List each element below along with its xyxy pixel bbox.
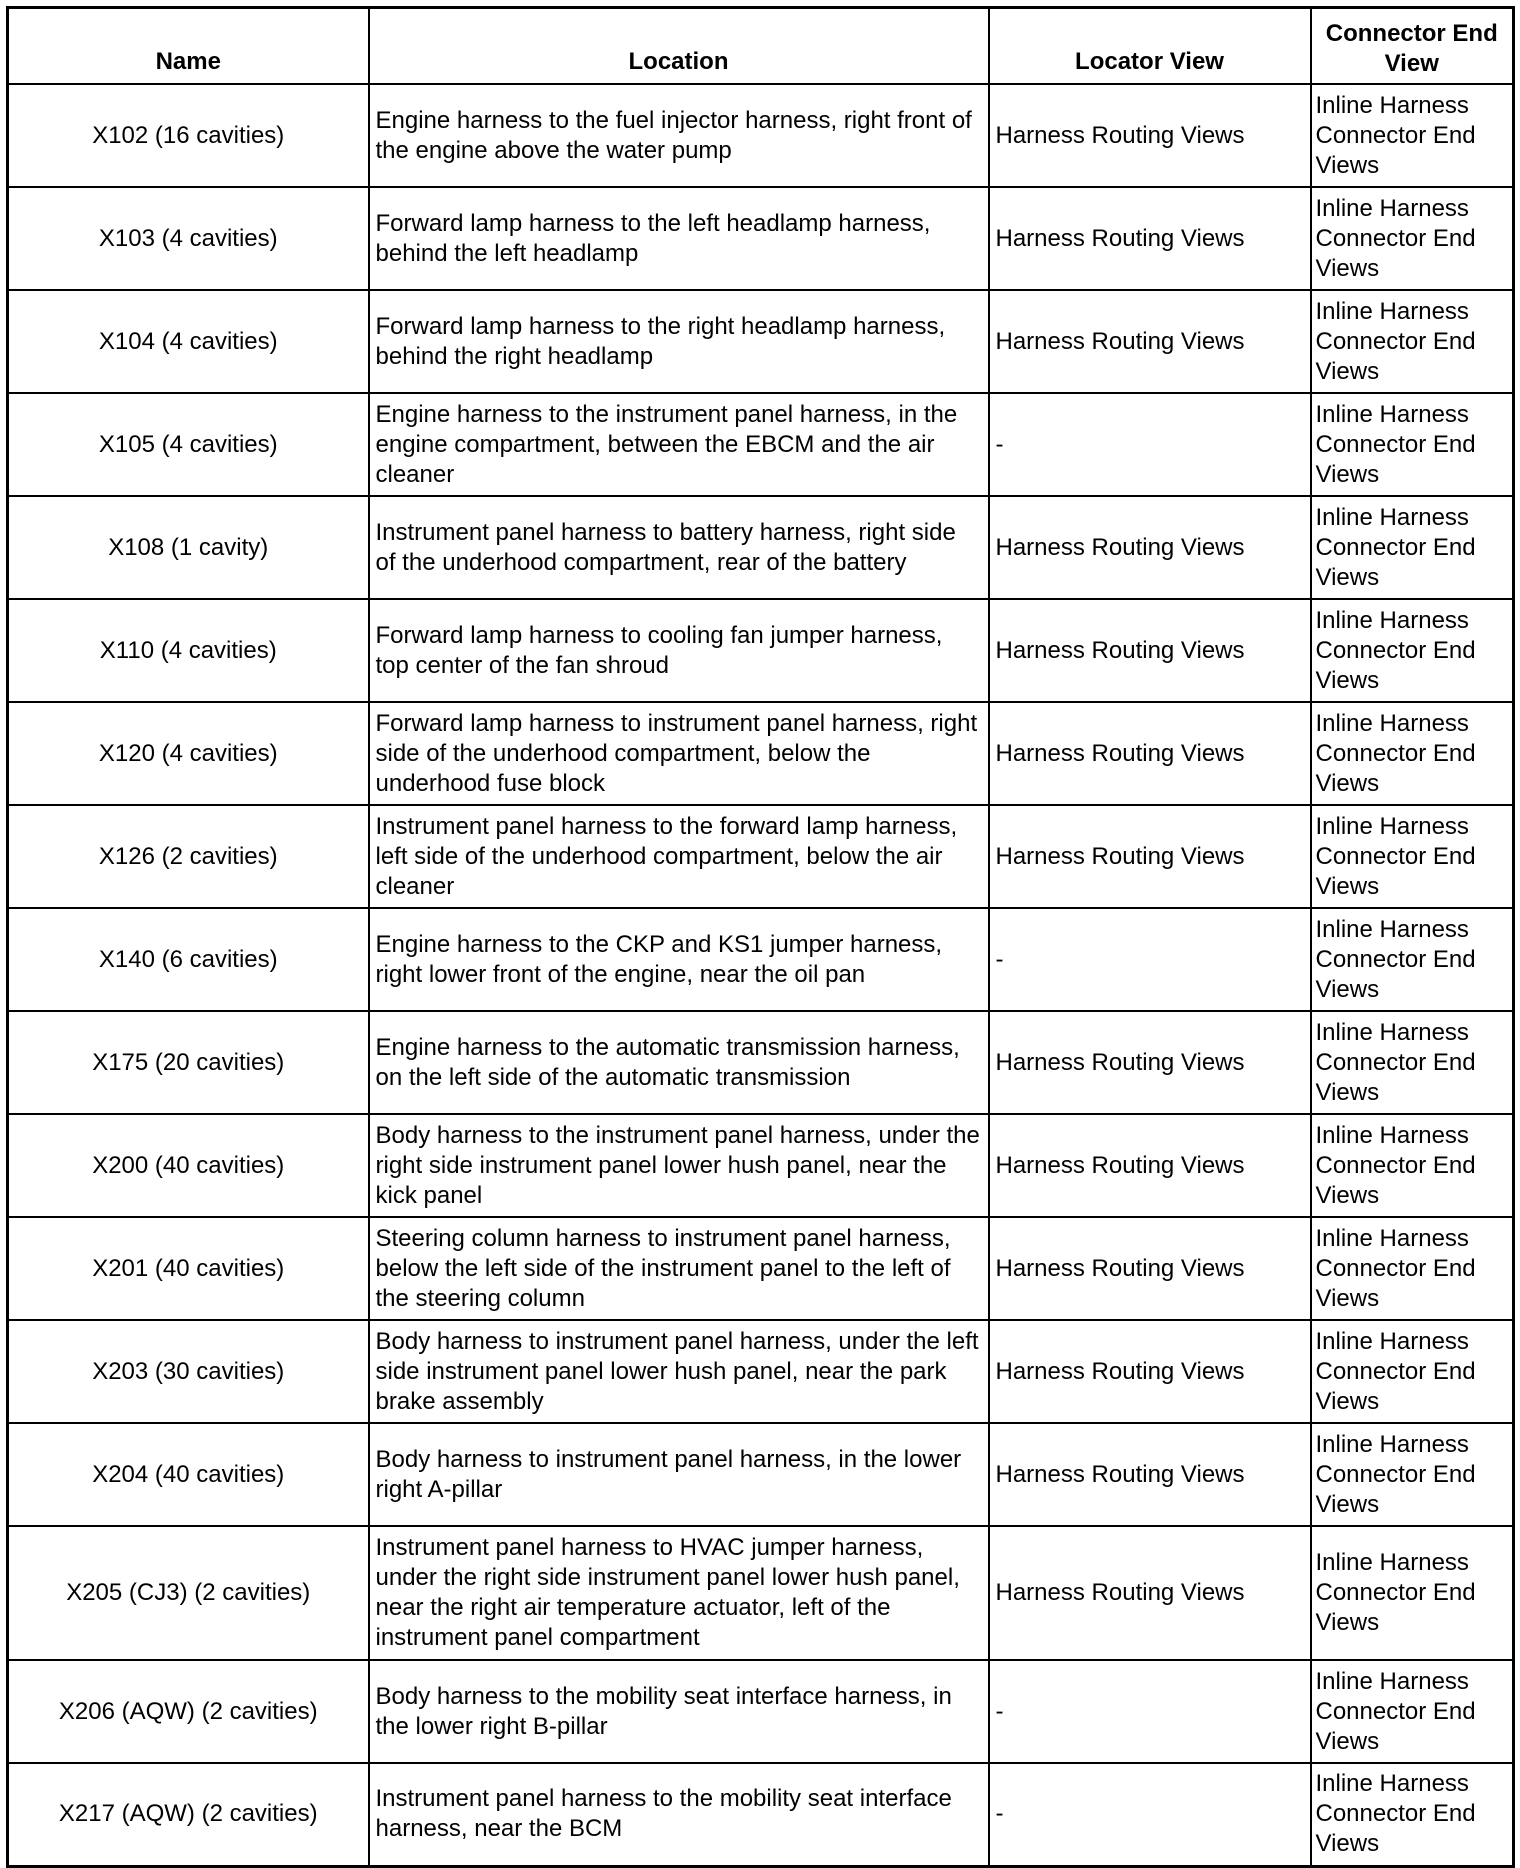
cell-location: Body harness to the instrument panel harness, under the right side instrument panel lower hush panel, near the kick panel [369,1114,989,1217]
cell-location: Forward lamp harness to cooling fan jumper harness, top center of the fan shroud [369,599,989,702]
cell-connector-end-view: Inline Harness Connector End Views [1311,599,1514,702]
cell-location: Instrument panel harness to the mobility seat interface harness, near the BCM [369,1763,989,1866]
cell-locator-view: Harness Routing Views [989,1114,1311,1217]
cell-name: X102 (16 cavities) [8,84,369,187]
cell-connector-end-view: Inline Harness Connector End Views [1311,290,1514,393]
cell-name: X140 (6 cavities) [8,908,369,1011]
cell-connector-end-view: Inline Harness Connector End Views [1311,84,1514,187]
cell-location: Engine harness to the instrument panel harness, in the engine compartment, between the EBCM and the air cleaner [369,393,989,496]
table-row [8,805,1514,908]
cell-locator-view: Harness Routing Views [989,1011,1311,1114]
cell-locator-view: - [989,1763,1311,1866]
cell-name: X110 (4 cavities) [8,599,369,702]
cell-locator-view: Harness Routing Views [989,599,1311,702]
cell-connector-end-view: Inline Harness Connector End Views [1311,496,1514,599]
table-row [8,1526,1514,1660]
cell-connector-end-view: Inline Harness Connector End Views [1311,1114,1514,1217]
header-connector-end-view: Connector End View [1311,8,1514,85]
cell-connector-end-view: Inline Harness Connector End Views [1311,908,1514,1011]
cell-locator-view: Harness Routing Views [989,84,1311,187]
table-row [8,84,1514,187]
cell-name: X203 (30 cavities) [8,1320,369,1423]
table-row [8,1114,1514,1217]
cell-name: X206 (AQW) (2 cavities) [8,1660,369,1763]
table-row [8,599,1514,702]
table-row [8,1320,1514,1423]
cell-locator-view: - [989,908,1311,1011]
cell-connector-end-view: Inline Harness Connector End Views [1311,1320,1514,1423]
cell-locator-view: - [989,393,1311,496]
cell-location: Forward lamp harness to instrument panel harness, right side of the underhood compartment, below the underhood fuse block [369,702,989,805]
cell-locator-view: Harness Routing Views [989,187,1311,290]
table-row [8,908,1514,1011]
cell-connector-end-view: Inline Harness Connector End Views [1311,1660,1514,1763]
table-row [8,702,1514,805]
cell-name: X108 (1 cavity) [8,496,369,599]
table-row [8,1660,1514,1763]
header-name: Name [8,8,369,85]
cell-locator-view: Harness Routing Views [989,1320,1311,1423]
cell-locator-view: Harness Routing Views [989,702,1311,805]
cell-connector-end-view: Inline Harness Connector End Views [1311,1526,1514,1660]
cell-name: X105 (4 cavities) [8,393,369,496]
cell-location: Instrument panel harness to the forward lamp harness, left side of the underhood compartment, below the air cleaner [369,805,989,908]
table-row [8,290,1514,393]
cell-location: Engine harness to the automatic transmission harness, on the left side of the automatic transmission [369,1011,989,1114]
cell-name: X103 (4 cavities) [8,187,369,290]
cell-locator-view: Harness Routing Views [989,496,1311,599]
table-row [8,496,1514,599]
cell-location: Instrument panel harness to battery harness, right side of the underhood compartment, rear of the battery [369,496,989,599]
cell-name: X205 (CJ3) (2 cavities) [8,1526,369,1660]
cell-connector-end-view: Inline Harness Connector End Views [1311,702,1514,805]
header-location: Location [369,8,989,85]
cell-connector-end-view: Inline Harness Connector End Views [1311,393,1514,496]
cell-location: Engine harness to the CKP and KS1 jumper harness, right lower front of the engine, near the oil pan [369,908,989,1011]
cell-name: X104 (4 cavities) [8,290,369,393]
cell-locator-view: Harness Routing Views [989,1217,1311,1320]
header-row [8,8,1514,85]
cell-location: Forward lamp harness to the left headlamp harness, behind the left headlamp [369,187,989,290]
cell-location: Body harness to the mobility seat interface harness, in the lower right B-pillar [369,1660,989,1763]
cell-location: Engine harness to the fuel injector harness, right front of the engine above the water pump [369,84,989,187]
cell-connector-end-view: Inline Harness Connector End Views [1311,1763,1514,1866]
table-row [8,1217,1514,1320]
cell-connector-end-view: Inline Harness Connector End Views [1311,1011,1514,1114]
table-body [8,84,1514,1866]
cell-name: X126 (2 cavities) [8,805,369,908]
cell-locator-view: Harness Routing Views [989,805,1311,908]
cell-name: X175 (20 cavities) [8,1011,369,1114]
cell-location: Steering column harness to instrument panel harness, below the left side of the instrument panel to the left of the steering column [369,1217,989,1320]
cell-connector-end-view: Inline Harness Connector End Views [1311,187,1514,290]
cell-connector-end-view: Inline Harness Connector End Views [1311,1217,1514,1320]
cell-name: X217 (AQW) (2 cavities) [8,1763,369,1866]
cell-location: Forward lamp harness to the right headlamp harness, behind the right headlamp [369,290,989,393]
cell-locator-view: Harness Routing Views [989,290,1311,393]
cell-locator-view: Harness Routing Views [989,1526,1311,1660]
cell-name: X200 (40 cavities) [8,1114,369,1217]
cell-name: X201 (40 cavities) [8,1217,369,1320]
table-row [8,187,1514,290]
table-row [8,1423,1514,1526]
cell-connector-end-view: Inline Harness Connector End Views [1311,805,1514,908]
header-locator-view: Locator View [989,8,1311,85]
cell-name: X204 (40 cavities) [8,1423,369,1526]
cell-location: Body harness to instrument panel harness, in the lower right A-pillar [369,1423,989,1526]
table-row [8,1763,1514,1866]
cell-location: Instrument panel harness to HVAC jumper harness, under the right side instrument panel lower hush panel, near the right air temperature actuator, left of the instrument panel compartment [369,1526,989,1660]
cell-locator-view: - [989,1660,1311,1763]
cell-connector-end-view: Inline Harness Connector End Views [1311,1423,1514,1526]
cell-location: Body harness to instrument panel harness, under the left side instrument panel lower hush panel, near the park brake assembly [369,1320,989,1423]
connector-table [6,6,1515,1868]
cell-locator-view: Harness Routing Views [989,1423,1311,1526]
cell-name: X120 (4 cavities) [8,702,369,805]
table-row [8,393,1514,496]
table-row [8,1011,1514,1114]
